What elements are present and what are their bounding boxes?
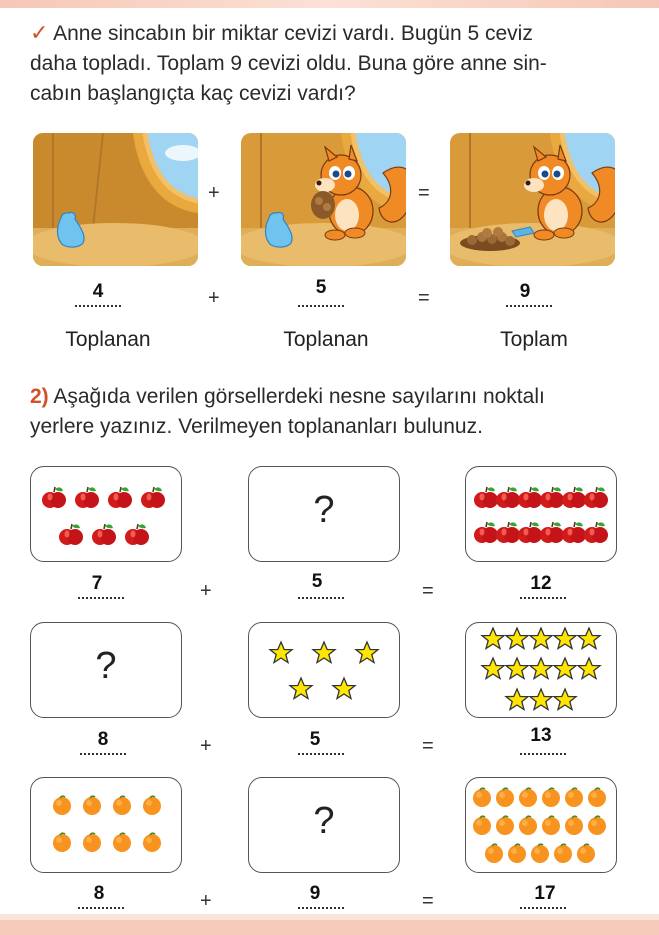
apple-icon: [59, 524, 83, 545]
apple-icon: [92, 524, 116, 545]
top-decor-band: [0, 0, 659, 8]
scene-squirrel-nuts: [241, 133, 406, 266]
r1-blank-1: [78, 597, 124, 599]
p1-blank-3: [506, 305, 552, 307]
question-mark: ?: [313, 489, 335, 531]
p1-plus: +: [208, 287, 220, 309]
r3-answer-3: 17: [534, 883, 556, 904]
apple-group-7: [31, 467, 181, 561]
apple-icon: [141, 487, 165, 508]
row1-box-3: [465, 466, 617, 562]
row3-box-2: [248, 777, 400, 873]
p1-blank-1: [75, 305, 121, 307]
apple-icon: [75, 487, 99, 508]
plus-sign: +: [208, 182, 220, 204]
r2-blank-1: [80, 753, 126, 755]
r3-plus: +: [200, 890, 212, 912]
r1-answer-2: 5: [311, 571, 323, 592]
r3-blank-3: [520, 907, 566, 909]
p1-equals: =: [418, 287, 430, 309]
label-total: Toplam: [500, 328, 568, 351]
apple-icon: [125, 524, 149, 545]
problem2-text: [30, 382, 640, 442]
r2-blank-2: [298, 753, 344, 755]
r3-answer-1: 8: [93, 883, 105, 904]
r1-blank-3: [520, 597, 566, 599]
problem1-line1: ✓ Anne sincabın bir miktar cevizi vardı. Bugün 5 ceviz: [30, 20, 533, 45]
r1-equals: =: [422, 580, 434, 602]
r1-plus: +: [200, 580, 212, 602]
apple-icon: [42, 487, 66, 508]
scene-empty-house: [33, 133, 198, 266]
r1-answer-1: 7: [91, 573, 103, 594]
p1-answer-3: 9: [519, 281, 531, 302]
p1-blank-2: [298, 305, 344, 307]
r2-equals: =: [422, 735, 434, 757]
row2-box-1: [30, 622, 182, 718]
problem2-line1: 2) Aşağıda verilen görsellerdeki nesne sayılarını noktalı: [30, 385, 545, 408]
r1-blank-2: [298, 597, 344, 599]
row1-box-1: [30, 466, 182, 562]
r3-blank-2: [298, 907, 344, 909]
scene-squirrel-pile: [450, 133, 615, 266]
label-addend-2: Toplanan: [283, 328, 369, 351]
question-mark: ?: [95, 645, 117, 687]
check-icon: ✓: [30, 20, 49, 45]
p1-answer-2: 5: [315, 277, 327, 298]
r3-equals: =: [422, 890, 434, 912]
problem2-line2: yerlere yazınız. Verilmeyen toplananları bulunuz.: [30, 415, 483, 438]
r2-blank-3: [520, 753, 566, 755]
r3-answer-2: 9: [309, 883, 321, 904]
r1-answer-3: 12: [530, 573, 552, 594]
question-mark: ?: [313, 800, 335, 842]
row2-box-2: [248, 622, 400, 718]
problem1-text: [30, 18, 640, 109]
row1-box-2: [248, 466, 400, 562]
orange-group-17: [466, 778, 616, 872]
label-addend-1: Toplanan: [65, 328, 151, 351]
orange-group-8: [31, 778, 181, 872]
r2-answer-2: 5: [309, 729, 321, 750]
r2-answer-1: 8: [97, 729, 109, 750]
problem1-line3: cabın başlangıçta kaç cevizi vardı?: [30, 82, 356, 105]
apple-group-12: [466, 467, 616, 561]
row3-box-3: [465, 777, 617, 873]
star-group-5: [249, 623, 399, 717]
star-group-13: [466, 623, 616, 717]
r2-answer-3: 13: [530, 725, 552, 746]
r3-blank-1: [78, 907, 124, 909]
p1-answer-1: 4: [92, 281, 104, 302]
equals-sign: =: [418, 182, 430, 204]
row2-box-3: [465, 622, 617, 718]
row3-box-1: [30, 777, 182, 873]
r2-plus: +: [200, 735, 212, 757]
apple-icon: [108, 487, 132, 508]
problem1-line2: daha topladı. Toplam 9 cevizi oldu. Buna göre anne sin-: [30, 52, 547, 75]
problem2-number: 2): [30, 385, 49, 408]
bottom-decor-band: [0, 920, 659, 935]
